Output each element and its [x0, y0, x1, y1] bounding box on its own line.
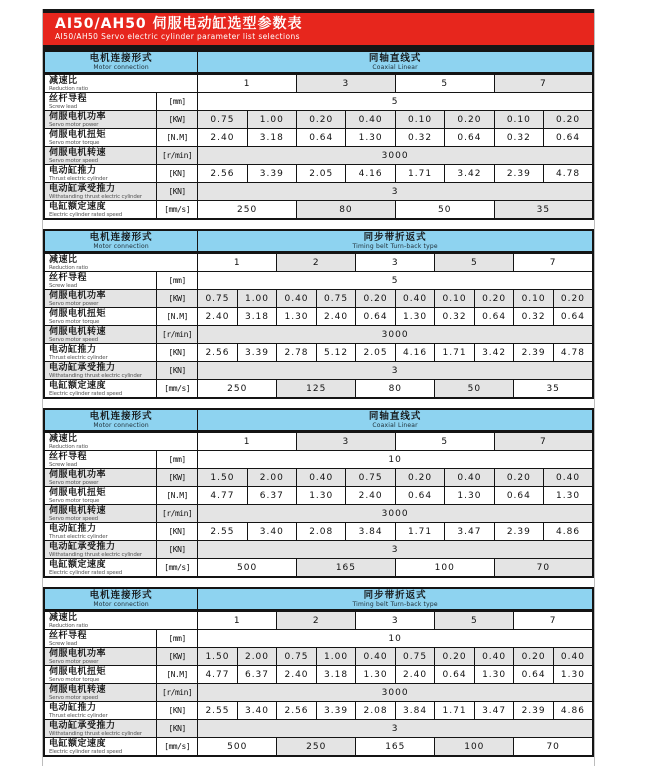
title-banner: [43, 13, 594, 45]
servo-motor-power-value: 0.40: [544, 469, 593, 487]
thrust-value: 1.71: [395, 523, 444, 541]
motor-connection-header: 电机连接形式 Motor connection: [44, 588, 198, 611]
servo-motor-power-value: 0.20: [435, 648, 475, 666]
servo-motor-power-label: 伺服电机功率 Servo motor power: [44, 648, 157, 666]
servo-motor-power-value: 0.10: [514, 290, 554, 308]
connection-type-header: 同步带折返式 Timing belt Turn-back type: [198, 588, 593, 611]
page-subtitle: AI50/AH50 Servo electric cylinder parameter list selections: [55, 32, 300, 41]
thrust-value: 1.71: [435, 344, 475, 362]
thrust-unit: [KN]: [157, 523, 198, 541]
thrust-value: 4.78: [553, 344, 593, 362]
thrust-value: 2.39: [494, 523, 543, 541]
screw-lead-value: 5: [198, 272, 593, 290]
screw-lead-unit: [mm]: [157, 272, 198, 290]
thrust-value: 2.56: [277, 702, 317, 720]
servo-motor-torque-value: 1.30: [553, 666, 593, 684]
servo-motor-torque-value: 0.64: [544, 129, 593, 147]
rated-speed-value: 165: [356, 738, 435, 757]
thrust-value: 3.42: [474, 344, 514, 362]
servo-motor-torque-value: 1.30: [544, 487, 593, 505]
servo-motor-torque-row: [44, 666, 593, 684]
rated-speed-unit: [mm/s]: [157, 201, 198, 220]
thrust-value: 2.78: [277, 344, 317, 362]
thrust-unit: [KN]: [157, 702, 198, 720]
reduction-ratio-label: 减速比 Reduction ratio: [44, 253, 198, 272]
servo-motor-speed-unit: [r/min]: [157, 326, 198, 344]
servo-motor-power-value: 2.00: [237, 648, 277, 666]
rated-speed-label: 电缸额定速度 Electric cylinder rated speed: [44, 559, 157, 578]
content-frame: [42, 9, 595, 766]
servo-motor-torque-value: 0.64: [445, 129, 494, 147]
rated-speed-value: 50: [395, 201, 494, 220]
connection-type-header: 同步带折返式 Timing belt Turn-back type: [198, 230, 593, 253]
motor-connection-header: 电机连接形式 Motor connection: [44, 51, 198, 74]
servo-motor-power-value: 0.10: [494, 111, 543, 129]
servo-motor-power-label: 伺服电机功率 Servo motor power: [44, 469, 157, 487]
servo-motor-torque-value: 2.40: [316, 308, 356, 326]
servo-motor-torque-unit: [N.M]: [157, 487, 198, 505]
servo-motor-torque-value: 0.64: [553, 308, 593, 326]
servo-motor-torque-unit: [N.M]: [157, 129, 198, 147]
thrust-value: 1.71: [435, 702, 475, 720]
servo-motor-torque-label: 伺服电机扭矩 Servo motor torque: [44, 666, 157, 684]
thrust-label: 电动缸推力 Thrust electric cylinder: [44, 523, 157, 541]
thrust-value: 5.12: [316, 344, 356, 362]
thrust-row: [44, 702, 593, 720]
servo-motor-torque-label: 伺服电机扭矩 Servo motor torque: [44, 129, 157, 147]
thrust-value: 2.08: [356, 702, 396, 720]
screw-lead-unit: [mm]: [157, 93, 198, 111]
servo-motor-power-value: 0.20: [395, 469, 444, 487]
servo-motor-torque-value: 1.30: [356, 666, 396, 684]
reduction-ratio-value: 1: [198, 432, 297, 451]
rated-speed-row: [44, 380, 593, 399]
servo-motor-speed-value: 3000: [198, 684, 593, 702]
thrust-value: 2.08: [297, 523, 346, 541]
servo-motor-power-unit: [KW]: [157, 111, 198, 129]
rated-speed-row: [44, 738, 593, 757]
withstanding-thrust-row: [44, 183, 593, 201]
servo-motor-torque-value: 6.37: [237, 666, 277, 684]
servo-motor-power-value: 0.40: [395, 290, 435, 308]
servo-motor-torque-value: 0.32: [494, 129, 543, 147]
screw-lead-unit: [mm]: [157, 630, 198, 648]
rated-speed-label: 电缸额定速度 Electric cylinder rated speed: [44, 738, 157, 757]
servo-motor-speed-unit: [r/min]: [157, 505, 198, 523]
servo-motor-torque-label: 伺服电机扭矩 Servo motor torque: [44, 308, 157, 326]
servo-motor-power-value: 0.75: [198, 290, 238, 308]
parameter-table-2: [43, 229, 594, 399]
servo-motor-torque-value: 3.18: [237, 308, 277, 326]
servo-motor-speed-label: 伺服电机转速 Servo motor speed: [44, 326, 157, 344]
screw-lead-value: 10: [198, 630, 593, 648]
servo-motor-power-row: [44, 648, 593, 666]
withstanding-thrust-label: 电动缸承受推力 Withstanding thrust electric cylinder: [44, 183, 157, 201]
reduction-ratio-value: 7: [494, 432, 593, 451]
rated-speed-label: 电缸额定速度 Electric cylinder rated speed: [44, 201, 157, 220]
rated-speed-value: 80: [297, 201, 396, 220]
thrust-label: 电动缸推力 Thrust electric cylinder: [44, 165, 157, 183]
servo-motor-torque-value: 3.18: [316, 666, 356, 684]
servo-motor-power-row: [44, 290, 593, 308]
servo-motor-speed-label: 伺服电机转速 Servo motor speed: [44, 147, 157, 165]
thrust-value: 2.05: [297, 165, 346, 183]
rated-speed-value: 50: [435, 380, 514, 399]
reduction-ratio-value: 3: [356, 253, 435, 272]
thrust-value: 3.47: [474, 702, 514, 720]
servo-motor-power-label: 伺服电机功率 Servo motor power: [44, 111, 157, 129]
servo-motor-torque-value: 0.32: [514, 308, 554, 326]
withstanding-thrust-value: 3: [198, 720, 593, 738]
servo-motor-torque-value: 2.40: [346, 487, 395, 505]
servo-motor-speed-row: [44, 505, 593, 523]
thrust-unit: [KN]: [157, 344, 198, 362]
thrust-value: 3.47: [445, 523, 494, 541]
servo-motor-power-value: 0.75: [198, 111, 247, 129]
rated-speed-value: 500: [198, 559, 297, 578]
servo-motor-power-value: 0.20: [356, 290, 396, 308]
servo-motor-torque-value: 0.32: [435, 308, 475, 326]
servo-motor-power-value: 0.40: [474, 648, 514, 666]
thrust-value: 3.39: [237, 344, 277, 362]
servo-motor-power-value: 2.00: [247, 469, 296, 487]
thrust-unit: [KN]: [157, 165, 198, 183]
servo-motor-torque-value: 4.77: [198, 487, 247, 505]
servo-motor-speed-unit: [r/min]: [157, 147, 198, 165]
screw-lead-row: [44, 93, 593, 111]
servo-motor-power-value: 1.50: [198, 648, 238, 666]
servo-motor-power-value: 0.40: [297, 469, 346, 487]
screw-lead-value: 10: [198, 451, 593, 469]
servo-motor-torque-value: 0.64: [494, 487, 543, 505]
reduction-ratio-value: 7: [514, 611, 593, 630]
tables-host: [43, 50, 594, 757]
thrust-value: 3.40: [247, 523, 296, 541]
thrust-value: 4.86: [544, 523, 593, 541]
reduction-ratio-value: 1: [198, 74, 297, 93]
servo-motor-power-value: 0.20: [297, 111, 346, 129]
servo-motor-power-value: 0.40: [346, 111, 395, 129]
servo-motor-power-value: 1.00: [247, 111, 296, 129]
rated-speed-value: 80: [356, 380, 435, 399]
rated-speed-value: 250: [198, 201, 297, 220]
servo-motor-power-value: 1.50: [198, 469, 247, 487]
rated-speed-value: 35: [514, 380, 593, 399]
screw-lead-row: [44, 630, 593, 648]
thrust-value: 4.78: [544, 165, 593, 183]
thrust-value: 2.39: [494, 165, 543, 183]
connection-type-header: 同轴直线式 Coaxial Linear: [198, 51, 593, 74]
table-header-row: [44, 230, 593, 253]
thrust-value: 1.71: [395, 165, 444, 183]
servo-motor-speed-value: 3000: [198, 147, 593, 165]
servo-motor-torque-value: 2.40: [198, 129, 247, 147]
servo-motor-torque-row: [44, 487, 593, 505]
servo-motor-torque-value: 2.40: [198, 308, 238, 326]
servo-motor-torque-value: 1.30: [277, 308, 317, 326]
servo-motor-torque-value: 1.30: [297, 487, 346, 505]
rated-speed-label: 电缸额定速度 Electric cylinder rated speed: [44, 380, 157, 399]
servo-motor-torque-row: [44, 129, 593, 147]
thrust-value: 3.39: [247, 165, 296, 183]
table-header-row: [44, 409, 593, 432]
servo-motor-power-value: 0.20: [445, 111, 494, 129]
parameter-table-4: [43, 587, 594, 757]
thrust-value: 3.84: [346, 523, 395, 541]
rated-speed-value: 250: [198, 380, 277, 399]
thrust-value: 3.84: [395, 702, 435, 720]
servo-motor-power-unit: [KW]: [157, 648, 198, 666]
servo-motor-speed-value: 3000: [198, 505, 593, 523]
servo-motor-torque-unit: [N.M]: [157, 308, 198, 326]
servo-motor-speed-row: [44, 147, 593, 165]
rated-speed-value: 250: [277, 738, 356, 757]
servo-motor-torque-row: [44, 308, 593, 326]
thrust-value: 2.56: [198, 344, 238, 362]
servo-motor-speed-label: 伺服电机转速 Servo motor speed: [44, 684, 157, 702]
servo-motor-power-value: 0.20: [544, 111, 593, 129]
servo-motor-speed-unit: [r/min]: [157, 684, 198, 702]
servo-motor-speed-row: [44, 684, 593, 702]
withstanding-thrust-value: 3: [198, 183, 593, 201]
servo-motor-power-value: 0.20: [474, 290, 514, 308]
reduction-ratio-row: [44, 74, 593, 93]
servo-motor-power-value: 0.40: [277, 290, 317, 308]
rated-speed-value: 165: [297, 559, 396, 578]
thrust-value: 4.86: [553, 702, 593, 720]
servo-motor-power-row: [44, 111, 593, 129]
rated-speed-value: 70: [514, 738, 593, 757]
thrust-value: 2.05: [356, 344, 396, 362]
connection-type-header: 同轴直线式 Coaxial Linear: [198, 409, 593, 432]
servo-motor-power-value: 0.10: [395, 111, 444, 129]
servo-motor-torque-value: 0.64: [474, 308, 514, 326]
servo-motor-power-label: 伺服电机功率 Servo motor power: [44, 290, 157, 308]
servo-motor-torque-value: 0.64: [297, 129, 346, 147]
servo-motor-power-value: 0.75: [316, 290, 356, 308]
withstanding-thrust-row: [44, 362, 593, 380]
thrust-row: [44, 523, 593, 541]
rated-speed-value: 100: [435, 738, 514, 757]
servo-motor-power-value: 0.40: [553, 648, 593, 666]
servo-motor-speed-row: [44, 326, 593, 344]
reduction-ratio-label: 减速比 Reduction ratio: [44, 432, 198, 451]
withstanding-thrust-label: 电动缸承受推力 Withstanding thrust electric cylinder: [44, 720, 157, 738]
thrust-value: 2.39: [514, 702, 554, 720]
thrust-value: 2.55: [198, 702, 238, 720]
reduction-ratio-value: 7: [494, 74, 593, 93]
servo-motor-torque-value: 1.30: [445, 487, 494, 505]
reduction-ratio-value: 2: [277, 253, 356, 272]
thrust-value: 3.42: [445, 165, 494, 183]
reduction-ratio-value: 5: [395, 432, 494, 451]
thrust-value: 4.16: [395, 344, 435, 362]
servo-motor-power-value: 1.00: [237, 290, 277, 308]
servo-motor-torque-value: 1.30: [395, 308, 435, 326]
screw-lead-row: [44, 451, 593, 469]
servo-motor-power-unit: [KW]: [157, 290, 198, 308]
motor-connection-header: 电机连接形式 Motor connection: [44, 230, 198, 253]
thrust-value: 3.40: [237, 702, 277, 720]
servo-motor-power-value: 0.75: [277, 648, 317, 666]
withstanding-thrust-label: 电动缸承受推力 Withstanding thrust electric cylinder: [44, 362, 157, 380]
servo-motor-power-value: 0.75: [395, 648, 435, 666]
servo-motor-torque-value: 0.32: [395, 129, 444, 147]
servo-motor-power-value: 0.20: [494, 469, 543, 487]
reduction-ratio-label: 减速比 Reduction ratio: [44, 611, 198, 630]
withstanding-thrust-value: 3: [198, 362, 593, 380]
withstanding-thrust-row: [44, 541, 593, 559]
servo-motor-torque-value: 2.40: [395, 666, 435, 684]
motor-connection-header: 电机连接形式 Motor connection: [44, 409, 198, 432]
reduction-ratio-value: 1: [198, 253, 277, 272]
servo-motor-torque-value: 2.40: [277, 666, 317, 684]
screw-lead-label: 丝杆导程 Screw lead: [44, 272, 157, 290]
servo-motor-torque-unit: [N.M]: [157, 666, 198, 684]
rated-speed-value: 100: [395, 559, 494, 578]
rated-speed-value: 125: [277, 380, 356, 399]
rated-speed-value: 500: [198, 738, 277, 757]
servo-motor-speed-value: 3000: [198, 326, 593, 344]
reduction-ratio-value: 1: [198, 611, 277, 630]
reduction-ratio-label: 减速比 Reduction ratio: [44, 74, 198, 93]
page-title: AI50/AH50 伺服电动缸选型参数表: [55, 16, 303, 32]
reduction-ratio-value: 5: [395, 74, 494, 93]
thrust-value: 3.39: [316, 702, 356, 720]
reduction-ratio-value: 3: [297, 74, 396, 93]
servo-motor-power-value: 0.10: [435, 290, 475, 308]
reduction-ratio-value: 5: [435, 253, 514, 272]
rated-speed-unit: [mm/s]: [157, 380, 198, 399]
table-header-row: [44, 588, 593, 611]
servo-motor-power-unit: [KW]: [157, 469, 198, 487]
rated-speed-value: 35: [494, 201, 593, 220]
servo-motor-speed-label: 伺服电机转速 Servo motor speed: [44, 505, 157, 523]
withstanding-thrust-row: [44, 720, 593, 738]
screw-lead-label: 丝杆导程 Screw lead: [44, 630, 157, 648]
parameter-table-1: [43, 50, 594, 220]
screw-lead-row: [44, 272, 593, 290]
servo-motor-torque-value: 3.18: [247, 129, 296, 147]
servo-motor-torque-value: 4.77: [198, 666, 238, 684]
withstanding-thrust-unit: [KN]: [157, 183, 198, 201]
thrust-value: 2.55: [198, 523, 247, 541]
servo-motor-torque-value: 0.64: [395, 487, 444, 505]
servo-motor-torque-value: 1.30: [346, 129, 395, 147]
servo-motor-power-value: 0.20: [553, 290, 593, 308]
rated-speed-unit: [mm/s]: [157, 559, 198, 578]
servo-motor-power-value: 0.20: [514, 648, 554, 666]
withstanding-thrust-label: 电动缸承受推力 Withstanding thrust electric cylinder: [44, 541, 157, 559]
thrust-value: 4.16: [346, 165, 395, 183]
screw-lead-label: 丝杆导程 Screw lead: [44, 93, 157, 111]
servo-motor-power-row: [44, 469, 593, 487]
thrust-value: 2.39: [514, 344, 554, 362]
reduction-ratio-row: [44, 432, 593, 451]
thrust-row: [44, 344, 593, 362]
withstanding-thrust-unit: [KN]: [157, 362, 198, 380]
reduction-ratio-value: 5: [435, 611, 514, 630]
rated-speed-value: 70: [494, 559, 593, 578]
table-header-row: [44, 51, 593, 74]
servo-motor-torque-value: 0.64: [514, 666, 554, 684]
thrust-row: [44, 165, 593, 183]
servo-motor-torque-value: 6.37: [247, 487, 296, 505]
withstanding-thrust-unit: [KN]: [157, 541, 198, 559]
servo-motor-torque-value: 0.64: [435, 666, 475, 684]
servo-motor-power-value: 0.40: [445, 469, 494, 487]
servo-motor-torque-label: 伺服电机扭矩 Servo motor torque: [44, 487, 157, 505]
screw-lead-label: 丝杆导程 Screw lead: [44, 451, 157, 469]
reduction-ratio-value: 3: [297, 432, 396, 451]
servo-motor-power-value: 0.75: [346, 469, 395, 487]
withstanding-thrust-value: 3: [198, 541, 593, 559]
withstanding-thrust-unit: [KN]: [157, 720, 198, 738]
reduction-ratio-row: [44, 253, 593, 272]
reduction-ratio-value: 7: [514, 253, 593, 272]
reduction-ratio-value: 3: [356, 611, 435, 630]
parameter-table-3: [43, 408, 594, 578]
servo-motor-torque-value: 1.30: [474, 666, 514, 684]
thrust-label: 电动缸推力 Thrust electric cylinder: [44, 702, 157, 720]
servo-motor-power-value: 1.00: [316, 648, 356, 666]
thrust-label: 电动缸推力 Thrust electric cylinder: [44, 344, 157, 362]
rated-speed-unit: [mm/s]: [157, 738, 198, 757]
servo-motor-power-value: 0.40: [356, 648, 396, 666]
rated-speed-row: [44, 201, 593, 220]
thrust-value: 2.56: [198, 165, 247, 183]
screw-lead-value: 5: [198, 93, 593, 111]
screw-lead-unit: [mm]: [157, 451, 198, 469]
reduction-ratio-row: [44, 611, 593, 630]
rated-speed-row: [44, 559, 593, 578]
reduction-ratio-value: 2: [277, 611, 356, 630]
servo-motor-torque-value: 0.64: [356, 308, 396, 326]
